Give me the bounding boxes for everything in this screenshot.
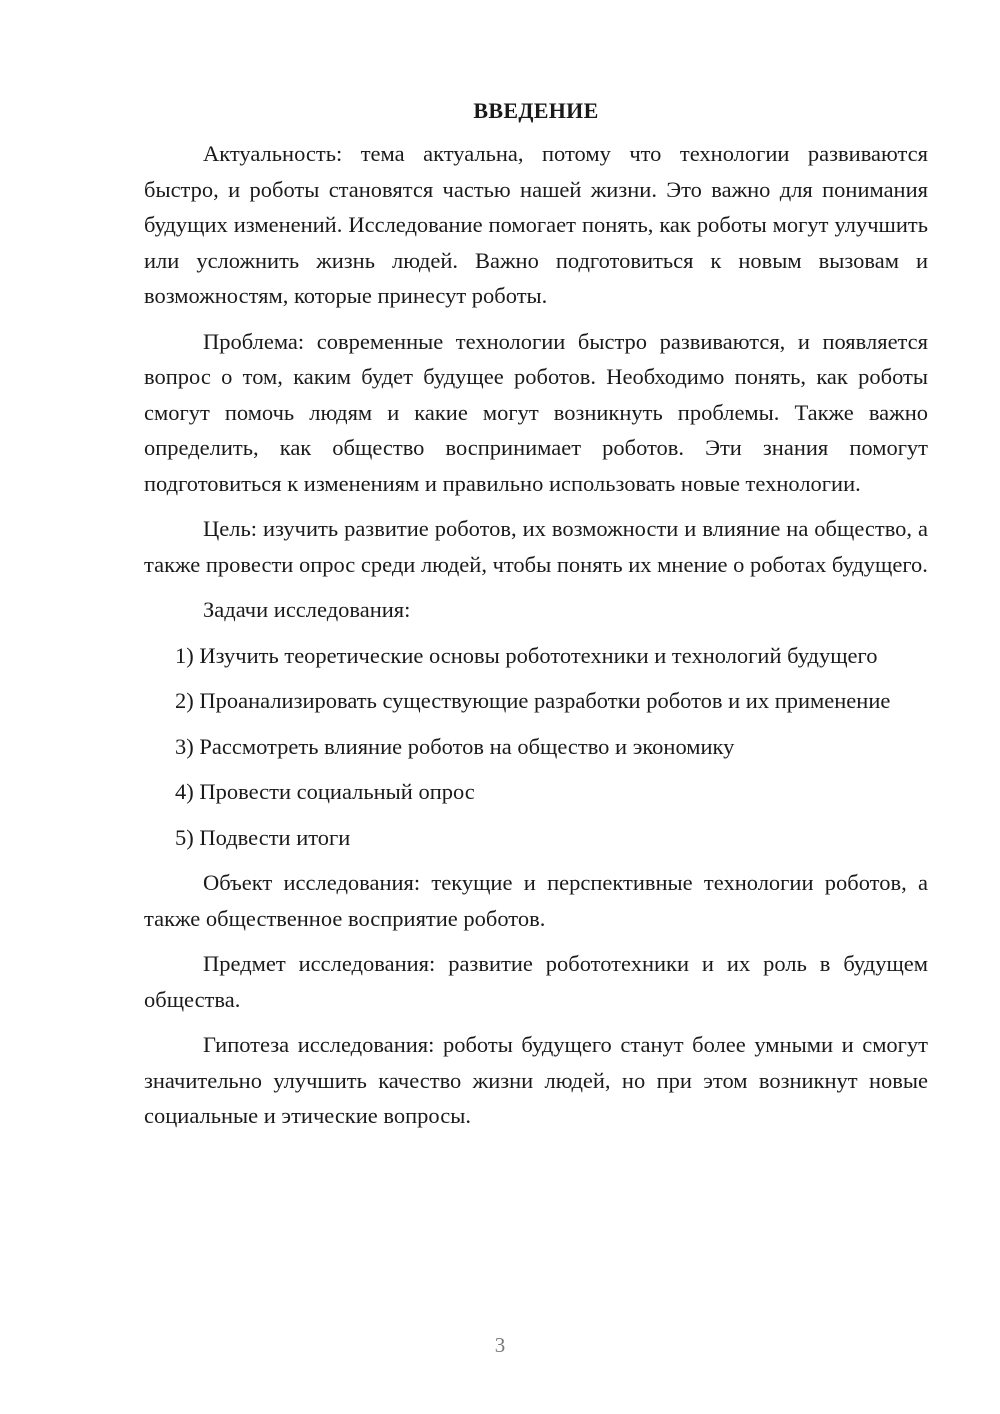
relevance-paragraph: Актуальность: тема актуальна, потому что технологии развиваются быстро, и роботы становятся частью нашей жизни. Это важно для понимания будущих изменений. Исследование помогает понять, как роботы могут улучшить или усложнить жизнь людей. Важно подготовиться к новым вызовам и возможностям, которые принесут роботы.: [144, 141, 928, 308]
tasks-list: [144, 638, 928, 856]
list-item: 5) Подвести итоги: [175, 824, 351, 850]
problem-paragraph: Проблема: современные технологии быстро развиваются, и появляется вопрос о том, каким будет будущее роботов. Необходимо понять, как роботы смогут помочь людям и какие могут возникнуть проблемы. Также важно определить, как общество воспринимает роботов. Эти знания помогут подготовиться к изменениям и правильно использовать новые технологии.: [144, 328, 928, 496]
page-title: ВВЕДЕНИЕ: [473, 98, 599, 123]
subject-paragraph: Предмет исследования: развитие робототехники и их роль в будущем общества.: [144, 951, 928, 1012]
list-item: 4) Провести социальный опрос: [175, 779, 475, 804]
list-item: 3) Рассмотреть влияние роботов на общество и экономику: [175, 733, 735, 759]
page-content: [144, 96, 928, 1144]
list-item: 1) Изучить теоретические основы робототехники и технологий будущего: [175, 642, 878, 668]
hypothesis-paragraph: Гипотеза исследования: роботы будущего станут более умными и смогут значительно улучшить качество жизни людей, но при этом возникнут новые социальные и этические вопросы.: [144, 1032, 928, 1128]
list-item: 2) Проанализировать существующие разработки роботов и их применение: [175, 688, 891, 713]
goal-paragraph: Цель: изучить развитие роботов, их возможности и влияние на общество, а также провести опрос среди людей, чтобы понять их мнение о роботах будущего.: [144, 516, 928, 577]
object-paragraph: Объект исследования: текущие и перспективные технологии роботов, а также общественное восприятие роботов.: [144, 870, 928, 931]
tasks-heading: Задачи исследования:: [203, 597, 411, 622]
page-number: 3: [494, 1333, 506, 1357]
